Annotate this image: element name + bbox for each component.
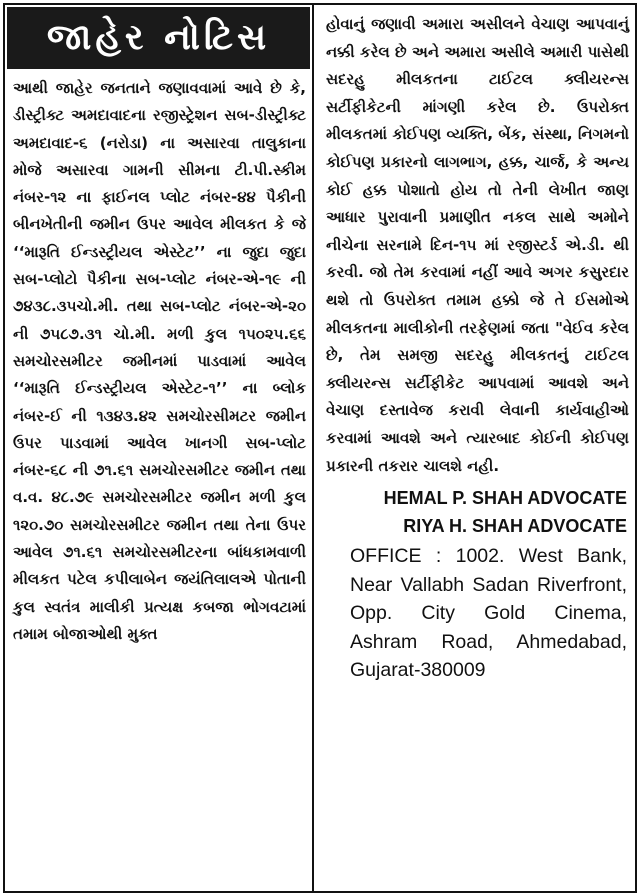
advocate-name-2: RIYA H. SHAH ADVOCATE	[403, 516, 627, 537]
office-address: OFFICE : 1002. West Bank, Near Vallabh Sadan Riverfront, Opp. City Gold Cinema, Ashram Road, Ahmedabad, Gujarat-380009	[350, 545, 627, 682]
notice-body-left: આથી જાહેર જનતાને જણાવવામાં આવે છે કે, ડીસ્ટ્રીક્ટ અમદાવાદના રજીસ્ટ્રેશન સબ-ડીસ્ટ્રીક્ટ અમદાવાદ-૬ (નરોડા) ના અસારવા તાલુકાના મોજે અસારવા ગામની સીમના ટી.પી.સ્કીમ નંબર-૧૨ ના ફાઈનલ પ્લોટ નંબર-૪૪ પૈકીની બીનખેતીની જમીન ઉપર આવેલ મીલકત કે જે ‘‘મારૂતિ ઈન્ડસ્ટ્રીયલ એસ્ટેટ’’ ના જુદા જુદા સબ-પ્લોટો પૈકીના સબ-પ્લોટ નંબર-એ-૧૯ ની ૭૪૩૮.૩૫ચો.મી. તથા સબ-પ્લોટ નંબર-એ-૨૦ ની ૭૫૮૭.૩૧ ચો.મી. મળી કુલ ૧૫૦૨૫.૬૬ સમચોરસમીટર જમીનમાં પાડવામાં આવેલ ‘‘મારૂતિ ઈન્ડસ્ટ્રીયલ એસ્ટેટ-૧’’ ના બ્લોક નંબર-ઈ ની ૧૩૪૩.૪૨ સમચોરસીમટર જમીન ઉપર પાડવામાં આવેલ ખાનગી સબ-પ્લોટ નંબર-૬૮ ની ૭૧.૬૧ સમચોરસમીટર જમીન તથા વ.વ. ૪૮.૭૯ સમચોરસમીટર જમીન મળી કુલ ૧૨૦.૭૦ સમચોરસમીટર જમીન તથા તેના ઉપર આવેલ ૭૧.૬૧ સમચોરસમીટરના બાંધકામવાળી મીલકત પટેલ કપીલાબેન જયંતિલાલએ પોતાની કુલ સ્વતંત્ર માલીકી પ્રત્યક્ષ કબજા ભોગવટામાં તમામ બોજાઓથી મુક્ત	[13, 79, 306, 643]
notice-body-right: હોવાનું જણાવી અમારા અસીલને વેચાણ આપવાનું નક્કી કરેલ છે અને અમારા અસીલે અમારી પાસેથી સદરહુ મીલકતના ટાઈટલ ક્લીયરન્સ સર્ટીફીકેટની માંગણી કરેલ છે. ઉપરોક્ત મીલકતમાં કોઈપણ વ્યક્તિ, બેંક, સંસ્થા, નિગમનો કોઈપણ પ્રકારનો લાગભાગ, હક્ક, ચાર્જ, કે અન્ય કોઈ હક્ક પોશાતો હોય તો તેની લેખીત જાણ આધાર પુરાવાની પ્રમાણીત નકલ સાથે અમોને નીચેના સરનામે દિન-૧૫ માં રજીસ્ટર્ડ એ.ડી. થી કરવી. જો તેમ કરવામાં નહીં આવે અગર કસુરદાર થશે તો ઉપરોક્ત તમામ હક્કો જે તે ઈસમોએ મીલકતના માલીકોની તરફેણમાં જતા "વેઈવ કરેલ છે, તેમ સમજી સદરહુ મીલકતનું ટાઈટલ ક્લીયરન્સ સર્ટીફીકેટ આપવામાં આવશે અને વેચાણ દસ્તાવેજ કરાવી લેવાની કાર્યવાહીઓ કરવામાં આવશે અને ત્યારબાદ કોઈની કોઈપણ પ્રકારની તકરાર ચાલશે નહી.	[326, 15, 629, 475]
notice-title-banner	[7, 7, 310, 69]
public-notice	[3, 3, 637, 893]
notice-left-column	[5, 5, 314, 891]
notice-right-column	[314, 5, 635, 891]
advocate-name-1: HEMAL P. SHAH ADVOCATE	[383, 488, 627, 509]
advocate-signature-block	[314, 484, 635, 540]
notice-title: જાહેર નોટિસ	[46, 17, 271, 58]
